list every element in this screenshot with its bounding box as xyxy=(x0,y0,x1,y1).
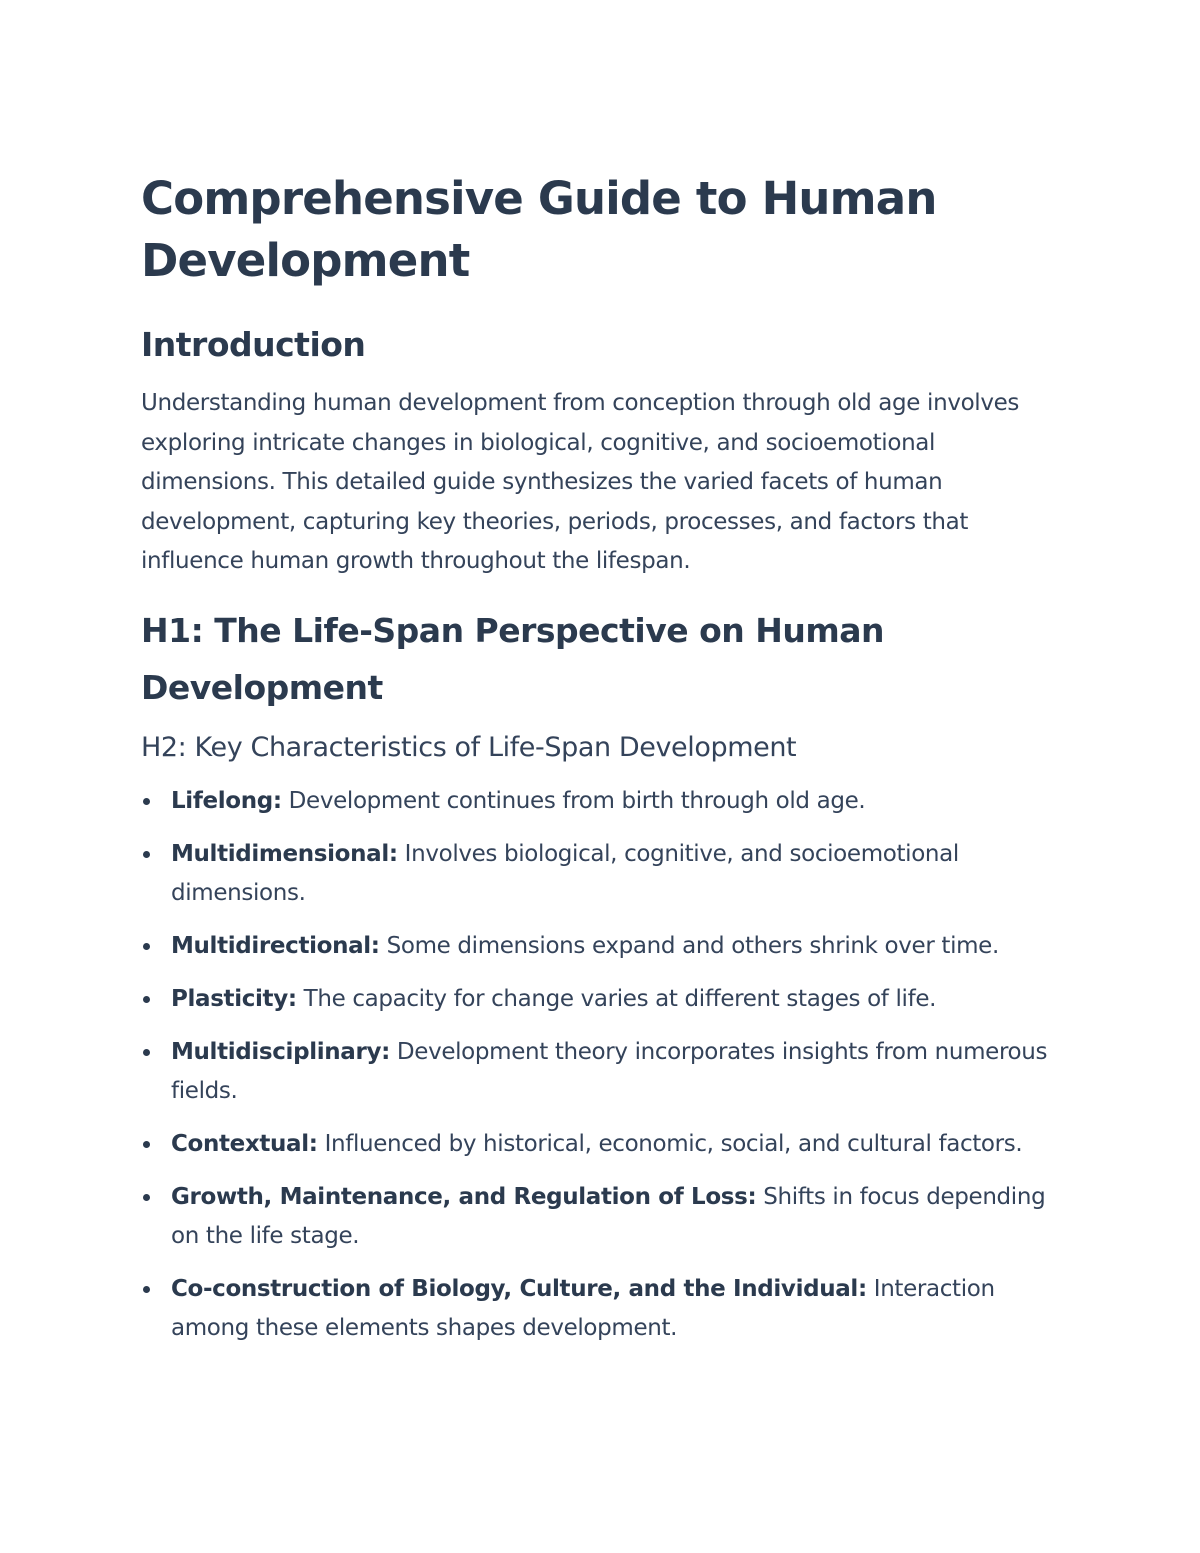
list-item-term: Co-construction of Biology, Culture, and the Individual: xyxy=(171,1275,867,1302)
list-item xyxy=(141,1270,1061,1348)
document-page xyxy=(141,168,1061,1362)
list-item-description: Influenced by historical, economic, social, and cultural factors. xyxy=(317,1130,1023,1157)
list-item-term: Contextual: xyxy=(171,1130,318,1157)
list-item-term: Plasticity: xyxy=(171,985,297,1012)
list-item-description: Development theory incorporates insights from numerous fields. xyxy=(171,1038,1048,1104)
list-item-description: Involves biological, cognitive, and socioemotional dimensions. xyxy=(171,840,959,906)
list-item-term: Growth, Maintenance, and Regulation of Loss: xyxy=(171,1183,757,1210)
list-item-term: Multidisciplinary: xyxy=(171,1038,390,1065)
section-subheading: H2: Key Characteristics of Life-Span Development xyxy=(141,731,797,763)
bullet-icon xyxy=(143,1286,150,1293)
list-item-description: Shifts in focus depending on the life stage. xyxy=(171,1183,1046,1249)
list-item-description: The capacity for change varies at different stages of life. xyxy=(296,985,937,1012)
list-item xyxy=(141,782,1061,821)
bullet-icon xyxy=(143,851,150,858)
list-item-description: Some dimensions expand and others shrink over time. xyxy=(379,932,999,959)
list-item-description: Interaction among these elements shapes development. xyxy=(171,1275,995,1341)
list-item xyxy=(141,1125,1061,1164)
bullet-icon xyxy=(143,1194,150,1201)
introduction-paragraph: Understanding human development from conception through old age involves exploring intricate changes in biological, cognitive, and socioemotional dimensions. This detailed guide synthesizes the varied facets of human development, capturing key theories, periods, processes, and factors that influence human growth throughout the lifespan. xyxy=(141,390,1020,574)
introduction-heading: Introduction xyxy=(141,325,366,364)
section-heading: H1: The Life-Span Perspective on Human Development xyxy=(141,610,884,707)
list-item-description: Development continues from birth through old age. xyxy=(281,787,866,814)
list-item-term: Multidimensional: xyxy=(171,840,398,867)
characteristics-list xyxy=(141,782,1061,1348)
bullet-icon xyxy=(143,1141,150,1148)
list-item-term: Lifelong: xyxy=(171,787,282,814)
bullet-icon xyxy=(143,943,150,950)
bullet-icon xyxy=(143,1049,150,1056)
list-item xyxy=(141,1178,1061,1256)
bullet-icon xyxy=(143,798,150,805)
bullet-icon xyxy=(143,996,150,1003)
list-item xyxy=(141,980,1061,1019)
list-item xyxy=(141,1033,1061,1111)
list-item xyxy=(141,835,1061,913)
list-item-term: Multidirectional: xyxy=(171,932,380,959)
list-item xyxy=(141,927,1061,966)
document-title: Comprehensive Guide to Human Development xyxy=(141,172,937,287)
